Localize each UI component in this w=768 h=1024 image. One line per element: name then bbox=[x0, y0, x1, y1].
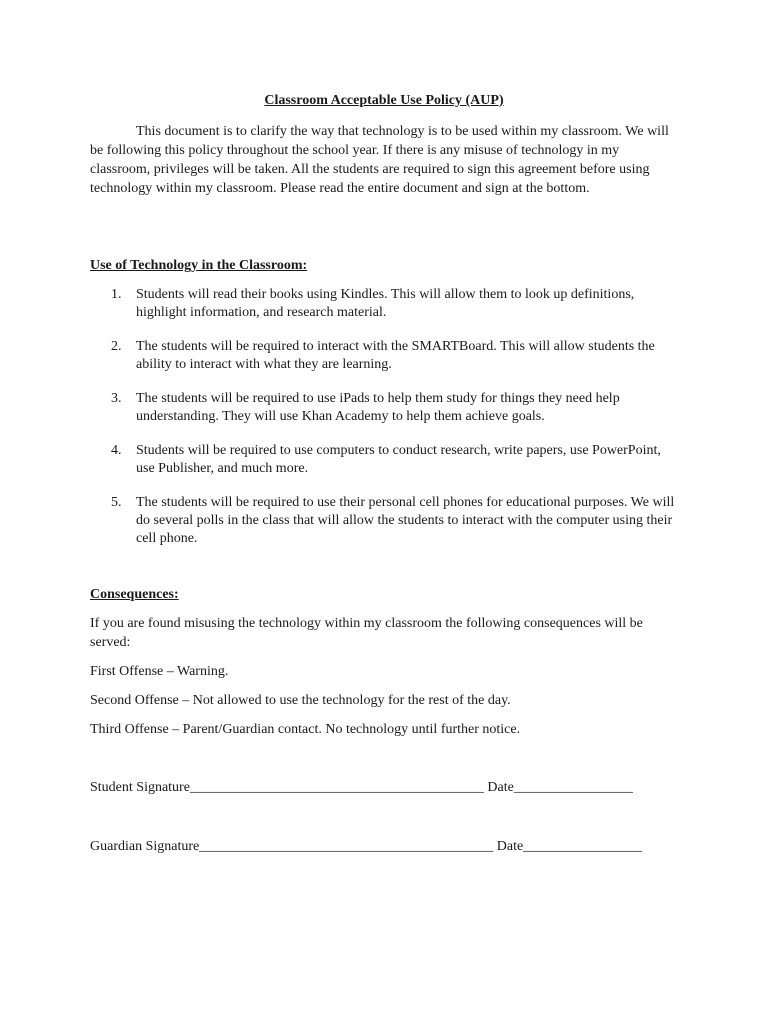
second-offense: Second Offense – Not allowed to use the technology for the rest of the day. bbox=[90, 693, 511, 708]
technology-list bbox=[0, 286, 768, 564]
list-item-text: Students will read their books using Kindles. This will allow them to look up definitions, highlight information, and research material. bbox=[136, 287, 635, 320]
list-item bbox=[0, 390, 682, 426]
technology-section-heading: Use of Technology in the Classroom: bbox=[90, 258, 308, 273]
list-item-text: The students will be required to use iPads to help them study for things they need help understanding. They will use Khan Academy to help them achieve goals. bbox=[136, 391, 620, 424]
list-item-text: Students will be required to use computers to conduct research, write papers, use PowerPoint, use Publisher, and much more. bbox=[136, 443, 661, 476]
list-item-number: 5. bbox=[111, 495, 122, 510]
list-item bbox=[0, 442, 682, 478]
consequences-intro: If you are found misusing the technology within my classroom the following consequences will be served: bbox=[90, 616, 643, 650]
list-item bbox=[0, 494, 682, 548]
list-item-number: 3. bbox=[111, 391, 122, 406]
list-item bbox=[0, 286, 682, 322]
list-item-number: 4. bbox=[111, 443, 122, 458]
first-offense: First Offense – Warning. bbox=[90, 664, 229, 679]
page-title: Classroom Acceptable Use Policy (AUP) bbox=[264, 93, 504, 108]
list-item-number: 1. bbox=[111, 287, 122, 302]
intro-paragraph: This document is to clarify the way that technology is to be used within my classroom. We will be following this policy throughout the school year. If there is any misuse of technology in my classroom, privileges will be taken. All the students are required to sign this agreement before using technology within my classroom. Please read the entire document and sign at the bottom. bbox=[90, 124, 669, 196]
list-item-number: 2. bbox=[111, 339, 122, 354]
list-item-text: The students will be required to use their personal cell phones for educational purposes. We will do several polls in the class that will allow the students to interact with the computer using their cell phone. bbox=[136, 495, 675, 546]
list-item bbox=[0, 338, 682, 374]
student-signature-line: Student Signature__________________________________________ Date_________________ bbox=[90, 780, 633, 795]
list-item-text: The students will be required to interact with the SMARTBoard. This will allow students the ability to interact with what they are learning. bbox=[136, 339, 655, 372]
guardian-signature-line: Guardian Signature__________________________________________ Date_________________ bbox=[90, 839, 643, 854]
consequences-section-heading: Consequences: bbox=[90, 587, 179, 602]
third-offense: Third Offense – Parent/Guardian contact. No technology until further notice. bbox=[90, 722, 521, 737]
